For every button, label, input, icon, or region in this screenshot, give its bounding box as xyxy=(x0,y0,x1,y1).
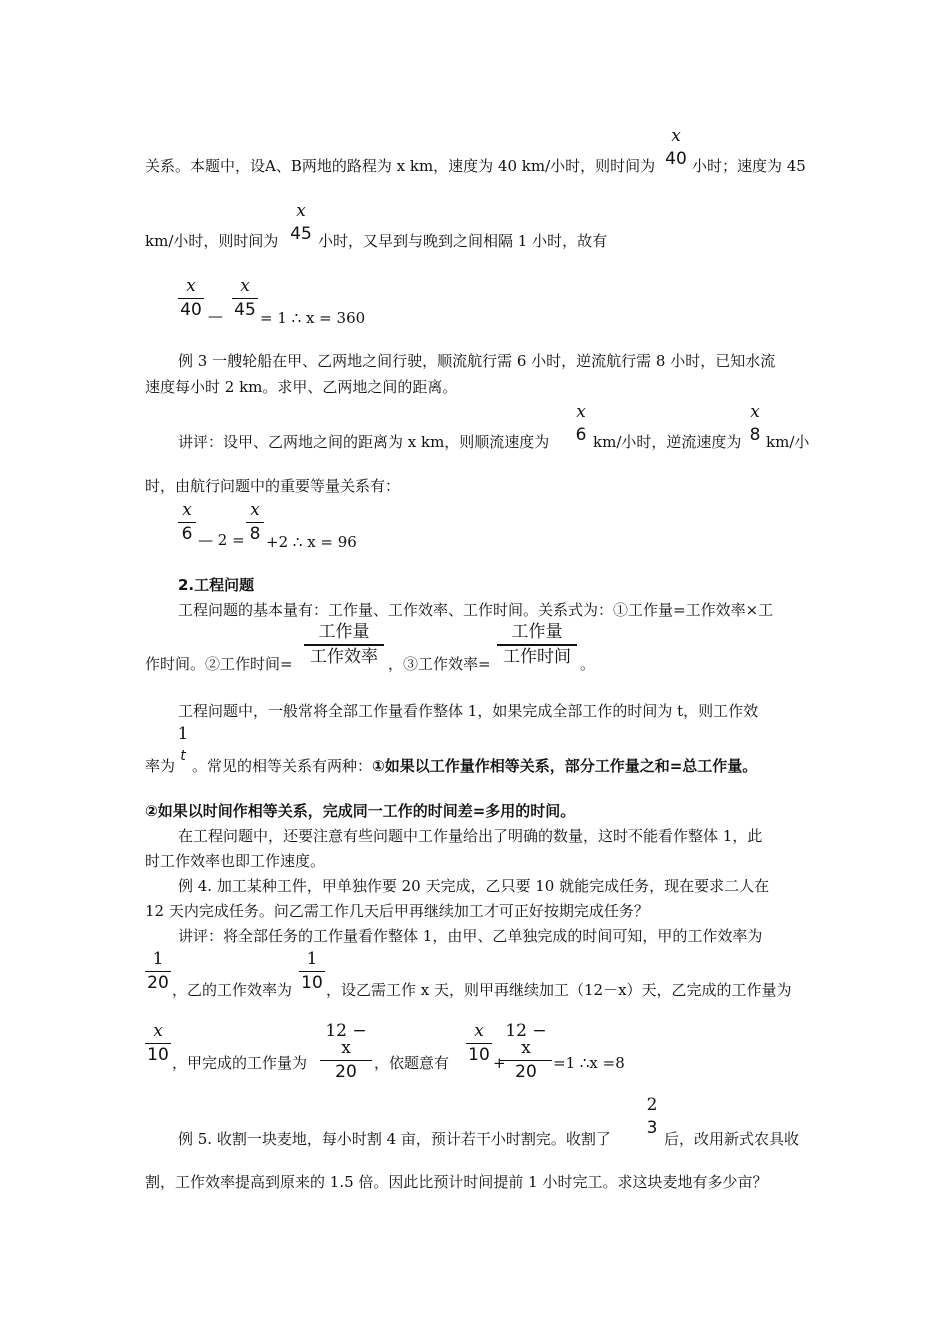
fraction-x-over-6 xyxy=(178,502,196,543)
text-line xyxy=(198,533,245,548)
text-span: 小时，又早到与晚到之间相隔 1 小时，故有 xyxy=(318,232,608,250)
text-line xyxy=(145,380,457,395)
text-span: ，甲完成的工作量为 xyxy=(172,1054,308,1072)
text-span: 割，工作效率提高到原来的 1.5 倍。因此比预计时间提前 1 小时完工。求这块麦地有多少亩？ xyxy=(145,1173,768,1191)
fraction-denominator: 6 xyxy=(575,425,587,445)
fraction-denominator: 10 xyxy=(301,973,323,993)
fraction-x-over-40 xyxy=(663,128,689,168)
fraction-denominator: 20 xyxy=(335,1062,357,1082)
text-span: 速度每小时 2 km。求甲、乙两地之间的距离。 xyxy=(145,378,458,396)
fraction-denominator: 6 xyxy=(181,524,193,544)
text-span: ，依题意有 xyxy=(374,1054,450,1072)
section-heading xyxy=(178,578,254,593)
fraction-1-over-t xyxy=(176,726,190,763)
fraction-numerator: x xyxy=(671,126,681,146)
fraction-denominator: 10 xyxy=(468,1045,490,1065)
fraction-x-over-10 xyxy=(466,1023,492,1064)
text-span: =1 ∴x =8 xyxy=(553,1054,625,1072)
text-line xyxy=(374,1056,449,1071)
text-span: km/小时，则时间为 xyxy=(145,232,279,250)
fraction-2-over-3 xyxy=(644,1097,660,1137)
text-span: 例 5. 收割一块麦地，每小时割 4 亩，预计若干小时割完。收割了 xyxy=(178,1130,611,1148)
fraction-denominator: 8 xyxy=(749,425,761,445)
bold-text: ②如果以时间作相等关系，完成同一工作的时间差=多用的时间。 xyxy=(145,802,576,820)
text-span: 工程问题的基本量有：工作量、工作效率、工作时间。关系式为：①工作量=工作效率×工 xyxy=(178,601,774,619)
text-line xyxy=(553,1056,625,1071)
text-span: 小时；速度为 45 xyxy=(692,157,806,175)
fraction-denominator: 工作时间 xyxy=(503,647,571,667)
fraction-denominator: t xyxy=(180,748,186,764)
text-span: +2 ∴ x = 96 xyxy=(266,533,357,551)
fraction-denominator: 40 xyxy=(180,300,202,320)
fraction-1-over-10 xyxy=(299,951,325,992)
fraction-x-over-40 xyxy=(178,278,204,319)
heading-text: 2.工程问题 xyxy=(178,576,255,594)
fraction-denominator: 20 xyxy=(147,973,169,993)
fraction-numerator: x xyxy=(240,276,250,296)
text-span: km/小 xyxy=(766,433,810,451)
text-line xyxy=(172,983,292,998)
text-line xyxy=(145,1175,767,1190)
text-span: — 2 = xyxy=(198,531,245,549)
fraction-x-over-8 xyxy=(746,404,764,444)
fraction-12-minus-x-over-20 xyxy=(500,1023,552,1081)
text-span: 讲评：将全部任务的工作量看作整体 1，由甲、乙单独完成的时间可知，甲的工作效率为 xyxy=(178,927,763,945)
text-line xyxy=(178,603,773,618)
text-span: 关系。本题中，设A、B两地的路程为 x km，速度为 40 km/小时，则时间为 xyxy=(145,157,656,175)
text-span: 例 4. 加工某种工件，甲单独作要 20 天完成，乙只要 10 就能完成任务，现在要求二人在 xyxy=(178,877,770,895)
fraction-work-over-efficiency xyxy=(304,624,384,666)
text-line xyxy=(326,983,792,998)
text-line xyxy=(145,479,400,494)
fraction-x-over-10 xyxy=(145,1023,171,1064)
fraction-numerator: x xyxy=(182,500,192,520)
text-line xyxy=(580,657,595,672)
text-span: 率为 xyxy=(145,757,176,775)
fraction-x-over-8 xyxy=(246,502,264,543)
text-span: 时工作效率也即工作速度。 xyxy=(145,852,326,870)
fraction-numerator: 12 − x xyxy=(325,1021,367,1058)
text-span: 后，改用新式农具收 xyxy=(664,1130,800,1148)
text-line xyxy=(178,879,769,894)
fraction-x-over-45 xyxy=(232,278,258,319)
text-line xyxy=(692,159,806,174)
text-span: 。常见的相等关系有两种： xyxy=(192,757,373,775)
fraction-numerator: 工作量 xyxy=(318,622,370,642)
fraction-numerator: 工作量 xyxy=(511,622,563,642)
text-span: 讲评：设甲、乙两地之间的距离为 x km，则顺流速度为 xyxy=(178,433,550,451)
fraction-work-over-time xyxy=(497,624,577,666)
text-line xyxy=(145,759,175,774)
text-line xyxy=(145,854,325,869)
fraction-denominator: 8 xyxy=(249,524,261,544)
text-line xyxy=(766,435,809,450)
text-span: km/小时，逆流速度为 xyxy=(593,433,742,451)
fraction-numerator: x xyxy=(153,1021,163,1041)
fraction-denominator: 45 xyxy=(234,300,256,320)
minus-sign: — xyxy=(208,307,223,325)
text-span: 时，由航行问题中的重要等量关系有： xyxy=(145,477,401,495)
text-span: 例 3 一艘轮船在甲、乙两地之间行驶，顺流航行需 6 小时，逆流航行需 8 小时，已知水流 xyxy=(178,352,776,370)
fraction-numerator: x xyxy=(250,500,260,520)
text-line xyxy=(178,929,762,944)
text-span: ，乙的工作效率为 xyxy=(172,981,293,999)
fraction-denominator: 40 xyxy=(665,149,687,169)
fraction-12-minus-x-over-20 xyxy=(320,1023,372,1081)
fraction-denominator: 10 xyxy=(147,1045,169,1065)
text-line xyxy=(178,1132,611,1147)
fraction-numerator: 2 xyxy=(646,1095,658,1115)
bold-text: ①如果以工作量作相等关系，部分工作量之和=总工作量。 xyxy=(372,757,758,775)
text-span: = 1 ∴ x = 360 xyxy=(260,309,366,327)
text-line xyxy=(318,234,607,249)
text-line xyxy=(593,435,741,450)
fraction-numerator: x xyxy=(576,402,586,422)
text-line xyxy=(178,354,775,369)
text-line xyxy=(208,309,223,324)
fraction-numerator: 1 xyxy=(306,949,318,969)
text-line xyxy=(388,657,491,672)
text-line xyxy=(172,1056,307,1071)
text-span: ，设乙需工作 x 天，则甲再继续加工（12－x）天，乙完成的工作量为 xyxy=(326,981,792,999)
text-line xyxy=(192,759,757,774)
text-span: 12 天内完成任务。问乙需工作几天后甲再继续加工才可正好按期完成任务？ xyxy=(145,902,649,920)
fraction-numerator: x xyxy=(474,1021,484,1041)
text-line xyxy=(145,159,655,174)
text-span: 工程问题中，一般常将全部工作量看作整体 1，如果完成全部工作的时间为 t，则工作效 xyxy=(178,702,759,720)
text-span: 作时间。②工作时间= xyxy=(145,655,293,673)
fraction-denominator: 3 xyxy=(646,1118,658,1138)
text-line xyxy=(178,435,549,450)
fraction-numerator: x xyxy=(296,201,306,221)
text-line xyxy=(145,234,278,249)
fraction-denominator: 工作效率 xyxy=(310,647,378,667)
text-line xyxy=(145,657,293,672)
text-line xyxy=(178,829,762,844)
fraction-numerator: x xyxy=(750,402,760,422)
text-span: 。 xyxy=(580,655,596,673)
text-line xyxy=(145,904,649,919)
text-line xyxy=(266,535,357,550)
fraction-numerator: x xyxy=(186,276,196,296)
fraction-numerator: 1 xyxy=(152,949,164,969)
fraction-denominator: 45 xyxy=(290,224,312,244)
fraction-x-over-45 xyxy=(288,203,314,243)
text-line xyxy=(178,704,758,719)
fraction-numerator: 12 − x xyxy=(505,1021,547,1058)
text-line xyxy=(145,804,575,819)
plus-sign: + xyxy=(493,1054,506,1072)
text-line xyxy=(260,311,365,326)
fraction-x-over-6 xyxy=(572,404,590,444)
fraction-numerator: 1 xyxy=(177,724,189,744)
text-span: 在工程问题中，还要注意有些问题中工作量给出了明确的数量，这时不能看作整体 1，此 xyxy=(178,827,763,845)
text-span: ，③工作效率= xyxy=(388,655,491,673)
fraction-denominator: 20 xyxy=(515,1062,537,1082)
fraction-1-over-20 xyxy=(145,951,171,992)
text-line xyxy=(664,1132,799,1147)
